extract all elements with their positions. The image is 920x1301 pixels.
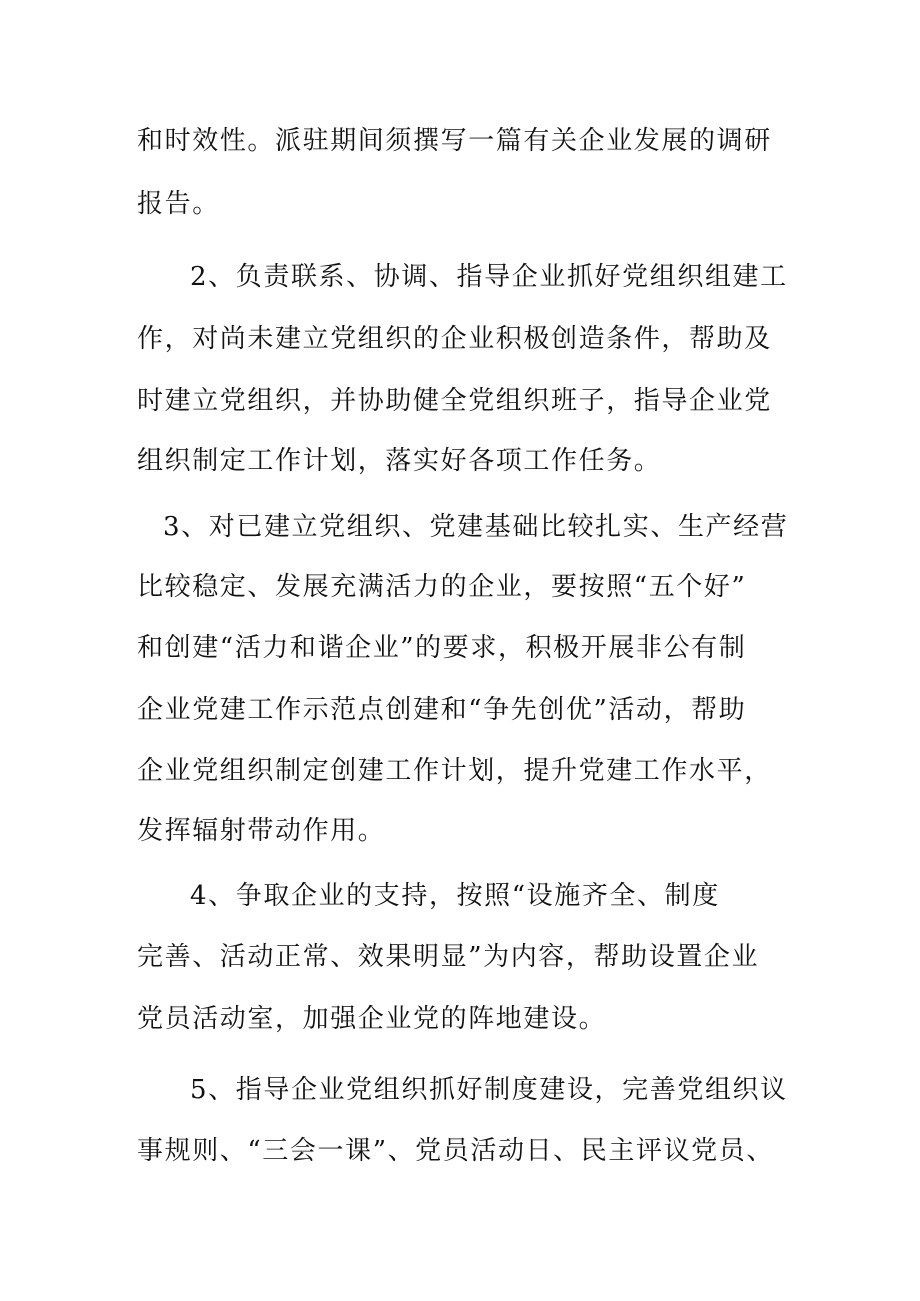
text-line: 事规则、“三会一课”、党员活动日、民主评议党员、	[137, 1136, 774, 1166]
text-line: 报告。	[137, 189, 220, 219]
text-line: 和时效性。派驻期间须撰写一篇有关企业发展的调研	[137, 126, 772, 156]
text-line: 作，对尚未建立党组织的企业积极创造条件，帮助及	[137, 324, 772, 354]
text-line: 比较稳定、发展充满活力的企业，要按照“五个好”	[137, 572, 747, 602]
text-line: 2、负责联系、协调、指导企业抓好党组织组建工	[190, 262, 788, 292]
text-line: 企业党组织制定创建工作计划，提升党建工作水平，	[137, 756, 772, 786]
text-line: 组织制定工作计划，落实好各项工作任务。	[137, 446, 662, 476]
text-line: 5、指导企业党组织抓好制度建设，完善党组织议	[190, 1075, 788, 1105]
text-line: 4、争取企业的支持，按照“设施齐全、制度	[190, 881, 720, 911]
text-line: 完善、活动正常、效果明显”为内容，帮助设置企业	[137, 942, 760, 972]
text-line: 党员活动室，加强企业党的阵地建设。	[137, 1004, 607, 1034]
text-line: 3、对已建立党组织、党建基础比较扎实、生产经营	[163, 512, 789, 542]
text-line: 时建立党组织，并协助健全党组织班子，指导企业党	[137, 386, 772, 416]
text-line: 和创建“活力和谐企业”的要求，积极开展非公有制	[137, 633, 747, 663]
text-line: 发挥辐射带动作用。	[137, 816, 386, 846]
text-line: 企业党建工作示范点创建和“争先创优”活动，帮助	[137, 695, 747, 725]
